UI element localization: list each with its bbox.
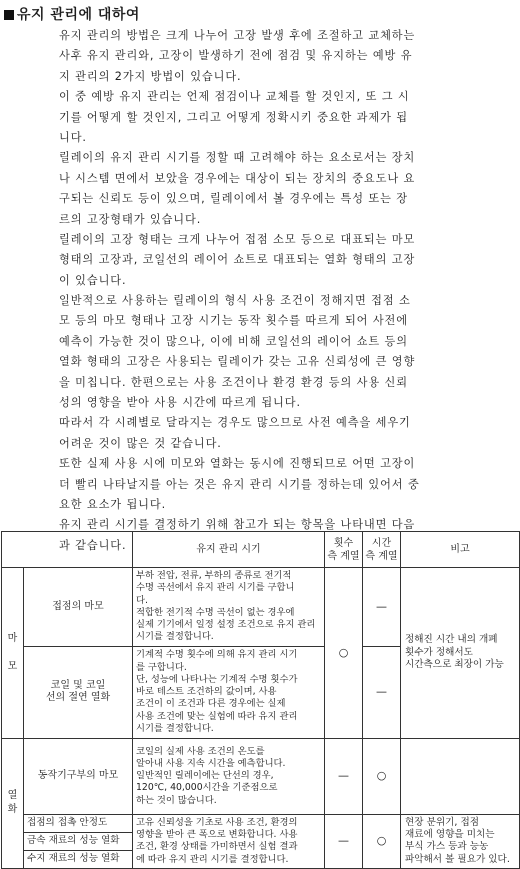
text-line: 열화 형태의 고장은 사용되는 릴레이가 갖는 고유 신뢰성에 큰 영향 bbox=[59, 355, 416, 369]
row-item: 금속 재료의 성능 열화 bbox=[24, 832, 133, 850]
row-item: 수지 재료의 성능 열화 bbox=[24, 850, 133, 868]
text-line: 또한 실제 사용 시에 미모와 열화는 동시에 진행되므로 어떤 고장이 bbox=[59, 457, 416, 471]
row-count-mark: — bbox=[325, 738, 363, 814]
section-title-text: 유지 관리에 대하여 bbox=[17, 7, 140, 23]
text-line: 릴레이의 유지 관리 시기를 정할 때 고려해야 하는 요소로서는 장치 bbox=[59, 151, 416, 165]
text-line: 유지 관리 시기를 결정하기 위해 참고가 되는 항목을 나타내면 다음 bbox=[59, 518, 416, 532]
text-line: 어려운 것이 많은 것 같습니다. bbox=[59, 436, 222, 450]
text-line: 나 시스템 면에서 보았을 경우에는 대상이 되는 장치의 중요도나 요 bbox=[59, 171, 416, 185]
text-line: 구되는 신뢰도 등이 있으며, 릴레이에서 볼 경우에는 특성 또는 장 bbox=[59, 192, 408, 206]
text-line: 과 같습니다. bbox=[59, 538, 127, 552]
row-item: 동작기구부의 마모 bbox=[24, 738, 133, 814]
header-blank bbox=[2, 532, 133, 568]
row-desc: 부하 전압, 전류, 부하의 종류로 전기적 수명 곡선에서 유지 관리 시기를 구합니 다. 적합한 전기적 수명 곡선이 없는 경우에 실제 기기에서 일정 설정 조건으로 유지 관리 시기를 결정합니다. bbox=[133, 568, 325, 647]
maintenance-table bbox=[1, 531, 520, 869]
header-count: 횟수 측 계열 bbox=[325, 532, 363, 568]
row-time-mark: ○ bbox=[363, 814, 401, 868]
text-line: 릴레이의 고장 형태는 크게 나누어 접점 소모 등으로 대표되는 마모 bbox=[59, 232, 416, 246]
text-line: 유지 관리의 방법은 크게 나누어 고장 발생 후에 조절하고 교체하는 bbox=[59, 29, 416, 42]
category-degradation: 열 화 bbox=[2, 738, 24, 868]
row-time-mark: ○ bbox=[363, 738, 401, 814]
category-wear: 마 모 bbox=[2, 568, 24, 739]
section-title bbox=[4, 4, 140, 24]
text-line: 니다. bbox=[59, 130, 87, 144]
row-item: 접점의 접촉 안정도 bbox=[24, 814, 133, 832]
row-desc: 코일의 실제 사용 조건의 온도를 알아내 사용 지속 시간을 예측합니다. 일반적인 릴레이에는 단선의 경우, 120℃, 40,000시간을 기준점으로 하는 것이 많습니다. bbox=[133, 738, 325, 814]
text-line: 기를 어떻게 할 것인지, 그리고 어떻게 정확시키 중요한 과제가 됩 bbox=[59, 110, 408, 124]
text-line: 따라서 각 시례별로 달라지는 경우도 많으므로 사전 예측을 세우기 bbox=[59, 416, 411, 430]
text-line: 이 중 예방 유지 관리는 언제 점검이나 교체를 할 것인지, 또 그 시 bbox=[59, 90, 410, 104]
row-time-mark: — bbox=[363, 646, 401, 738]
row-desc: 고유 신뢰성을 기초로 사용 조건, 환경의 영향을 받아 큰 폭으로 변화합니다. 사용 조건, 환경 상태를 가미하면서 실험 결과 에 따라 유지 관리 시기를 결정합니다. bbox=[133, 814, 325, 868]
text-line: 형태의 고장과, 코일선의 레이어 쇼트로 대표되는 열화 형태의 고장 bbox=[59, 253, 416, 267]
text-line: 이 있습니다. bbox=[59, 273, 127, 287]
row-item: 코일 및 코일 선의 절연 열화 bbox=[24, 646, 133, 738]
table-row bbox=[2, 814, 520, 832]
row-count-mark: ○ bbox=[325, 568, 363, 739]
table-row bbox=[2, 568, 520, 647]
row-time-mark: — bbox=[363, 568, 401, 647]
remark-bottom: 현장 분위기, 접점 재료에 영향을 미치는 부식 가스 등과 능농 파악해서 볼 필요가 있다. bbox=[401, 814, 520, 868]
text-line: 요한 요소가 됩니다. bbox=[59, 497, 167, 511]
square-bullet-icon bbox=[4, 10, 14, 20]
text-line: 모 등의 마모 형태나 고장 시기는 동작 횟수를 따르게 되어 사전에 bbox=[59, 314, 408, 328]
row-desc: 기계적 수명 횟수에 의해 유지 관리 시기 를 구합니다. 단, 성능에 나타나는 기계적 수명 횟수가 바로 테스트 조건하의 값이며, 사용 조건이 이 조건과 다른 경우에는 실제 사용 조건에 맞는 실험에 따라 유지 관리 시기를 결정합니다. bbox=[133, 646, 325, 738]
text-line: 지 관리의 2가지 방법이 있습니다. bbox=[59, 69, 242, 83]
text-line: 르의 고장형태가 있습니다. bbox=[59, 212, 202, 226]
text-line: 일반적으로 사용하는 릴레이의 형식 사용 조건이 정해지면 접점 소 bbox=[59, 294, 411, 308]
text-line: 성의 영향을 받아 사용 시간에 따르게 됩니다. bbox=[59, 396, 301, 410]
body-text bbox=[59, 26, 514, 556]
text-line: 더 빨리 나타날지를 아는 것은 유지 관리 시기를 정하는데 있어서 중 bbox=[59, 477, 420, 491]
row-count-mark: — bbox=[325, 814, 363, 868]
table-header-row bbox=[2, 532, 520, 568]
remark-empty bbox=[401, 738, 520, 814]
remark-top: 정해진 시간 내의 개폐 횟수가 정해서도 시간측으로 최장이 가능 bbox=[401, 568, 520, 739]
row-item: 접점의 마모 bbox=[24, 568, 133, 647]
text-line: 예측이 가능한 것이 많으나, 이에 비해 코일선의 레이어 쇼트 등의 bbox=[59, 334, 408, 348]
text-line: 을 미칩니다. 한편으로는 사용 조건이나 환경 환경 등의 사용 신뢰 bbox=[59, 375, 408, 389]
table-row bbox=[2, 738, 520, 814]
text-line: 사후 유지 관리와, 고장이 발생하기 전에 점검 및 유지하는 예방 유 bbox=[59, 49, 413, 63]
header-remark: 비고 bbox=[401, 532, 520, 568]
header-time: 시간 측 계열 bbox=[363, 532, 401, 568]
header-main: 유지 관리 시기 bbox=[133, 532, 325, 568]
